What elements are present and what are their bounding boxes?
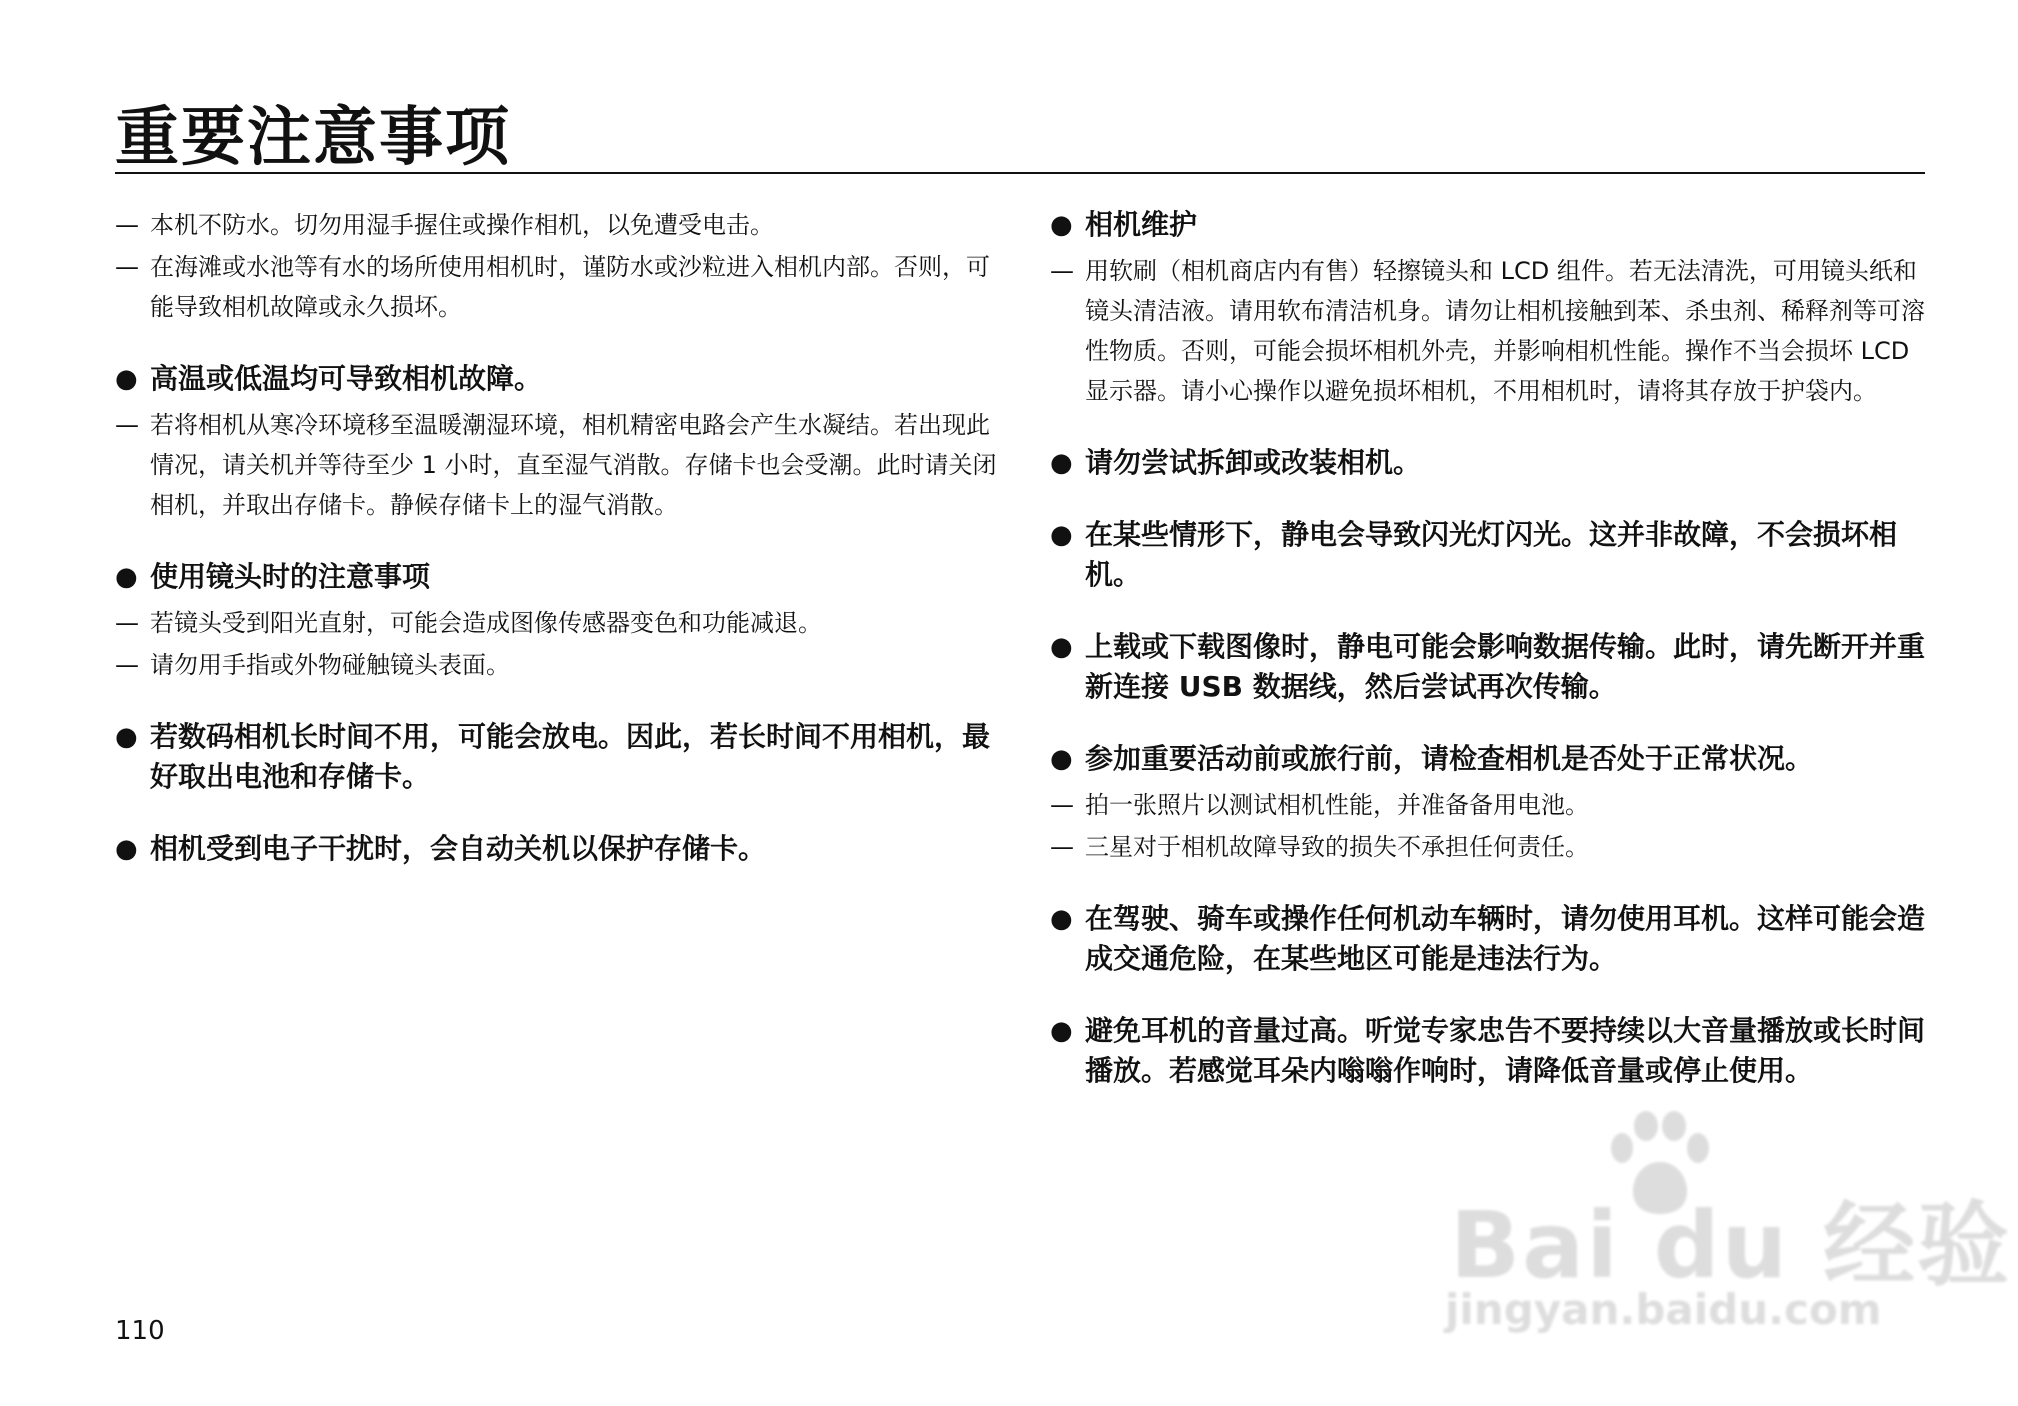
item-text: 若将相机从寒冷环境移至温暖潮湿环境，相机精密电路会产生水凝结。若出现此情况，请关机并等待至少 1 小时，直至湿气消散。存储卡也会受潮。此时请关闭相机，并取出存储卡。静候存储卡上的湿气消散。 [150,411,997,519]
section-heading [1050,1011,1930,1091]
heading-text: 请勿尝试拆卸或改装相机。 [1085,446,1422,479]
section-heading [115,557,1010,597]
heading-text: 上载或下载图像时，静电可能会影响数据传输。此时，请先断开并重新连接 USB 数据线，然后尝试再次传输。 [1085,630,1926,703]
right-column [1050,205,1930,1097]
watermark [1440,1110,2012,1340]
section-heading [1050,205,1930,245]
bullet-icon: ● [1050,448,1073,478]
heading-text: 相机受到电子干扰时，会自动关机以保护存储卡。 [150,832,767,865]
item-text: 用软刷（相机商店内有售）轻擦镜头和 LCD 组件。若无法清洗，可用镜头纸和镜头清洁液。请用软布清洁机身。请勿让相机接触到苯、杀虫剂、稀释剂等可溶性物质。否则，可能会损坏相机外壳，并影响相机性能。操作不当会损坏 LCD 显示器。请小心操作以避免损坏相机，不用相机时，请将其存放于护袋内。 [1085,257,1925,405]
left-column [115,205,1010,875]
list-item [1050,785,1930,825]
section-heading [115,717,1010,797]
dash-marker: — [1050,257,1074,285]
page-title: 重要注意事项 [115,101,511,175]
bullet-icon: ● [1050,904,1073,934]
bullet-icon: ● [115,364,138,394]
section-heading [1050,899,1930,979]
heading-text: 若数码相机长时间不用，可能会放电。因此，若长时间不用相机，最好取出电池和存储卡。 [150,720,991,793]
section-heading [115,359,1010,399]
bullet-icon: ● [1050,632,1073,662]
heading-text: 使用镜头时的注意事项 [150,560,431,593]
dash-marker: — [1050,833,1074,861]
item-text: 在海滩或水池等有水的场所使用相机时，谨防水或沙粒进入相机内部。否则，可能导致相机故障或永久损坏。 [150,253,990,321]
bullet-icon: ● [1050,1016,1073,1046]
bullet-icon: ● [115,722,138,752]
title-divider [115,172,1925,174]
list-item [115,405,1010,525]
bullet-icon: ● [1050,744,1073,774]
heading-text: 高温或低温均可导致相机故障。 [150,362,543,395]
dash-marker: — [115,651,139,679]
page-number: 110 [115,1316,165,1346]
dash-marker: — [115,411,139,439]
section-heading [1050,443,1930,483]
bullet-icon: ● [115,562,138,592]
item-text: 拍一张照片以测试相机性能，并准备备用电池。 [1085,791,1589,819]
list-item [115,645,1010,685]
list-item [115,205,1010,245]
list-item [1050,827,1930,867]
section-heading [1050,627,1930,707]
bullet-icon: ● [1050,210,1073,240]
dash-marker: — [115,609,139,637]
section-heading [115,829,1010,869]
heading-text: 在某些情形下，静电会导致闪光灯闪光。这并非故障，不会损坏相机。 [1085,518,1898,591]
heading-text: 参加重要活动前或旅行前，请检查相机是否处于正常状况。 [1085,742,1814,775]
heading-text: 避免耳机的音量过高。听觉专家忠告不要持续以大音量播放或长时间播放。若感觉耳朵内嗡嗡作响时，请降低音量或停止使用。 [1085,1014,1926,1087]
list-item [115,603,1010,643]
list-item [115,247,1010,327]
bullet-icon: ● [115,834,138,864]
watermark-url: jingyan.baidu.com [1445,1285,1882,1334]
item-text: 三星对于相机故障导致的损失不承担任何责任。 [1085,833,1589,861]
list-item [1050,251,1930,411]
section-heading [1050,515,1930,595]
item-text: 请勿用手指或外物碰触镜头表面。 [150,651,510,679]
dash-marker: — [115,253,139,281]
heading-text: 相机维护 [1085,208,1198,241]
bullet-icon: ● [1050,520,1073,550]
dash-marker: — [115,211,139,239]
heading-text: 在驾驶、骑车或操作任何机动车辆时，请勿使用耳机。这样可能会造成交通危险，在某些地区可能是违法行为。 [1085,902,1926,975]
watermark-brand: Bai du 经验 [1450,1192,2012,1299]
item-text: 若镜头受到阳光直射，可能会造成图像传感器变色和功能减退。 [150,609,822,637]
item-text: 本机不防水。切勿用湿手握住或操作相机，以免遭受电击。 [150,211,774,239]
section-heading [1050,739,1930,779]
dash-marker: — [1050,791,1074,819]
